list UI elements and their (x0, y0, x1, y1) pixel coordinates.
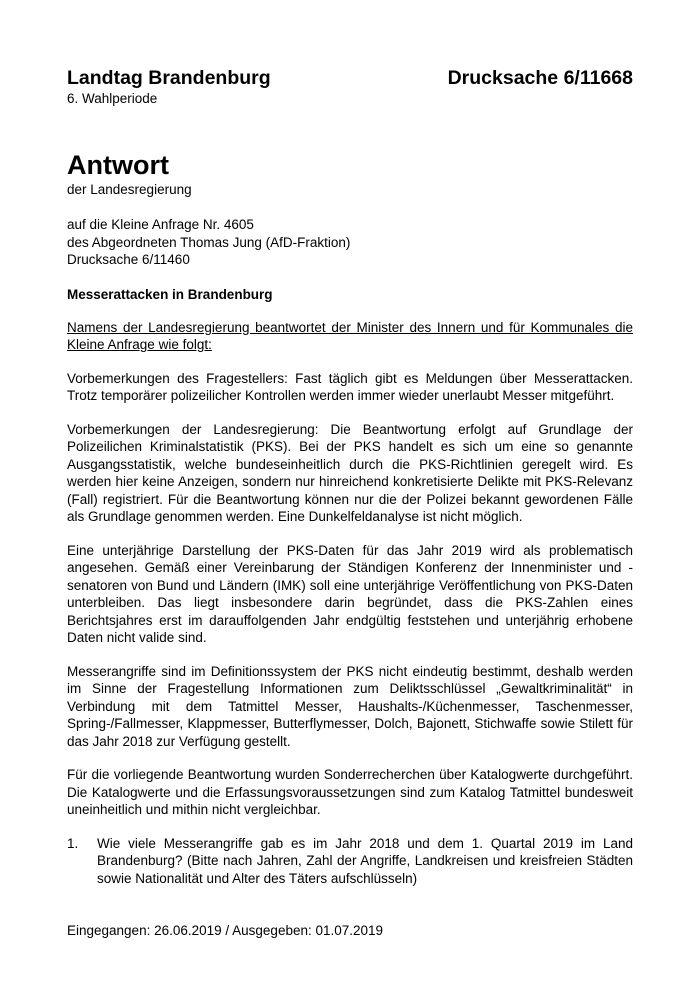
paragraph-questioner-remarks: Vorbemerkungen des Fragestellers: Fast täglich gibt es Meldungen über Messerattacken. Trotz temporärer polizeilicher Kontrollen werden immer wieder unerlaubt Messer mitgeführt. (67, 370, 633, 403)
inquiry-reference (67, 216, 633, 269)
document-number: Drucksache 6/11668 (447, 67, 633, 89)
legislative-period: 6. Wahlperiode (67, 91, 158, 106)
inquiry-number: auf die Kleine Anfrage Nr. 4605 (67, 217, 254, 232)
question-item (67, 835, 633, 888)
inquiry-subject: Messerattacken in Brandenburg (67, 286, 273, 302)
question-number: 1. (67, 835, 79, 851)
parliament-name: Landtag Brandenburg (67, 67, 271, 89)
document-header (67, 66, 633, 90)
paragraph-special-research: Für die vorliegende Beantwortung wurden Sonderrecherchen über Katalogwerte durchgeführt. Die Katalogwerte und die Erfassungsvoraussetzungen sind zum Katalog Tatmittel bundesweit uneinheitlich und mithin nicht vergleichbar. (67, 767, 633, 817)
receipt-dates: Eingegangen: 26.06.2019 / Ausgegeben: 01.07.2019 (67, 923, 384, 938)
inquiry-author: des Abgeordneten Thomas Jung (AfD-Fraktion) (67, 234, 351, 250)
paragraph-data-presentation: Eine unterjährige Darstellung der PKS-Daten für das Jahr 2019 wird als problematisch angesehen. Gemäß einer Vereinbarung der Ständigen Konferenz der Innenminister und -senatoren von Bund und Ländern (IMK) soll eine unterjährige Veröffentlichung von PKS-Daten unterbleiben. Das liegt insbesondere darin begründet, dass die PKS-Zahlen eines Berichtsjahres erst im darauffolgenden Jahr endgültig feststehen und unterjährig erhobene Daten nicht valide sind. (67, 542, 633, 645)
paragraph-government-remarks: Vorbemerkungen der Landesregierung: Die Beantwortung erfolgt auf Grundlage der Polizeilichen Kriminalstatistik (PKS). Bei der PKS handelt es sich um eine so genannte Ausgangsstatistik, welche bundeseinheitlich durch die PKS-Richtlinien geregelt wird. Es werden hier keine Anzeigen, sondern nur hinreichend konkretisierte Delikte mit PKS-Relevanz (Fall) registriert. Für die Beantwortung können nur die der Polizei bekannt gewordenen Fälle als Grundlage genommen werden. Eine Dunkelfeldanalyse ist nicht möglich. (67, 421, 633, 524)
document-subtitle: der Landesregierung (67, 182, 192, 197)
question-text: Wie viele Messerangriffe gab es im Jahr 2018 und dem 1. Quartal 2019 im Land Brandenburg? (Bitte nach Jahren, Zahl der Angriffe, Landkreisen und kreisfreien Städten sowie Nationalität und Alter des Täters aufschlüsseln) (97, 835, 633, 886)
intro-statement: Namens der Landesregierung beantwortet der Minister des Innern und für Kommunales die Kleine Anfrage wie folgt: (67, 319, 633, 352)
document-title: Antwort (67, 150, 169, 180)
inquiry-printed-matter: Drucksache 6/11460 (67, 252, 190, 267)
paragraph-definition: Messerangriffe sind im Definitionssystem der PKS nicht eindeutig bestimmt, deshalb werden im Sinne der Fragestellung Informationen zum Deliktsschlüssel „Gewaltkriminalität“ in Verbindung mit dem Tatmittel Messer, Haushalts-/Küchenmesser, Taschenmesser, Spring-/Fallmesser, Klappmesser, Butterflymesser, Dolch, Bajonett, Stichwaffe sowie Stilett für das Jahr 2018 zur Verfügung gestellt. (67, 663, 633, 749)
document-page (67, 66, 633, 887)
